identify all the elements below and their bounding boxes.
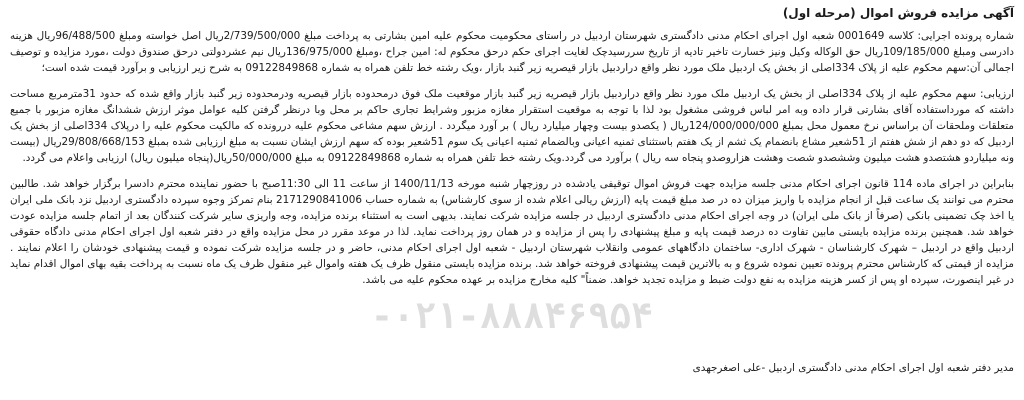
valuation-paragraph: ارزیابی: سهم محکوم علیه از پلاک 334اصلی از بخش یک اردبیل ملک مورد نظر واقع دراردبیل بازار قیصریه زیر گنبد بازار موقعیت ملک فوق درمحدوده بازار قیصریه ودرمحدوده زیر گنبد بازار واقع شده که حدود 31مترمربع مساحت داشته که مورداستفاده آقای بشارتی قرار داده وبه امر لباس فروشی مشغول بود لذا با توجه به موقعیت استقرار مغازه مزبور وشرایط تجاری حاکم بر محل وبا درنظر گرفتن کلیه عوامل موثر ارزش ششدانگ مغازه مزبور با جمیع متعلقات وملحقات آن براساس نرخ معمول محل بمبلغ 124/000/000/000ریال ( یکصدو بیست وچهار میلیارد ریال ) بر آورد میگردد . ارزش سهم مشاعی محکوم علیه دررونده که مالکیت محکوم علیه را درپلاک 334اصلی از بخش یک اردبیل که دو دهم از شش هفتم از 51شعیر مشاع بانضمام یک ثشم از یک هفتم باستثنای ثمنیه اعیانی وبالضمام ثمنیه اعیانی یک سوم 51شعیر بوده که سهم ارزش ایشان نسبت به مبلغ ارزیابی شده بمبلغ 29/808/668/153ریال (بیست ونه میلیاردو هشتصدو هشت میلیون وششصدو شصت وهشت هزاروصدو پنجاه سه ریال ) برآورد می گردد.ویک رشته خط تلفن همراه به شماره 09122849868 به مبلغ 50/000/000ریال(پنجاه میلیون ریال) ارزیابی واعلام می گردد. xyxy=(10,88,1014,164)
case-paragraph: شماره پرونده اجرایی: کلاسه 0001649 شعبه اول اجرای احکام مدنی دادگستری شهرستان اردبیل در راستای محکومیت محکوم علیه امین بشارتی به پرداخت مبلغ 2/739/500/000ریال اصل خواسته ومبلغ 96/488/500ریال هزینه دادرسی ومبلغ 109/185/000ریال حق الوکاله وکیل ونیز خسارت تاخیر تادیه از تاریخ سررسیدچک لغایت اجرای حکم درحق محکوم له: امین جراح ،ومبلغ 136/975/000ریال نیم عشردولتی درحق صندوق دولت ،مورد مزایده و توصیف اجمالی آن:سهم محکوم علیه از پلاک 334اصلی از بخش یک اردبیل ملک مورد نظر واقع دراردبیل بازار قیصریه زیر گنبد بازار ،ویک رشته خط تلفن همراه به شماره 09122849868 به شرح زیر ارزیابی و برآورد قیمت شده است؛ xyxy=(10,30,1014,74)
phone-watermark: -۰۲۱-۸۸۸۴۶۹۵۴ xyxy=(371,296,653,337)
auction-terms-paragraph: بنابراین در اجرای ماده 114 قانون اجرای احکام مدنی جلسه مزایده جهت فروش اموال توقیفی یادشده در روزچهار شنبه مورخه 1400/11/13 از ساعت 11 الی 11:30صبح با حضور نماینده محترم دادسرا برگزار خواهد شد. طالبین محترم می توانند یک ساعت قبل از انجام مزایده با واریز میزان ده در صد مبلغ قیمت پایه (ارزش ریالی اعلام شده از سوی کارشناس) به شماره حساب 2171290841006 بنام تمرکز وجوه سپرده دادگستری اردبیل نزد بانک ملی ایران یا اخذ چک تضمینی بانکی (صرفاً از بانک ملی ایران) در وجه اجرای احکام مدنی دادگستری اردبیل در جلسه مزایده شرکت نمایند. بدیهی است به استثناء برنده مزایده، وجه واریزی سایر شرکت کنندگان بعد از اتمام جلسه مزایده عودت خواهد شد. همچنین برنده مزایده بایستی مابین تفاوت ده درصد قیمت پایه و مبلغ پیشنهادی را پس از مزایده و در همان روز پرداخت نماید. لذا در موعد مقرر در محل مزایده واقع در دفتر شعبه اول اجرای احکام مدنی دادگاه حقوقی اردبیل واقع در اردبیل – شهرک کارشناسان - شهرک اداری- ساختمان دادگاههای عمومی وانقلاب شهرستان اردبیل - شعبه اول اجرای احکام مدنی، حاضر و در جلسه مزایده شرکت نموده و قیمت پیشنهادی خودشان را اعلام نمایند . مزایده از قیمتی که کارشناس محترم پرونده تعیین نموده شروع و به بالاترین قیمت پیشنهادی فروخته خواهد شد. برنده مزایده بایستی منقول ظرف یک هفته واموال غیر منقول ظرف یک ماه نسبت به پرداخت بقیه بهای اموال اقدام نماید در غیر اینصورت، سپرده او پس از کسر هزینه مزایده به نفع دولت ضبط و مزایده تجدید خواهد. ضمناً" کلیه مخارج مزایده بر عهده محکوم علیه می باشد. xyxy=(10,178,1014,286)
office-manager-signature: مدیر دفتر شعبه اول اجرای احکام مدنی دادگستری اردبیل -علی اصغرجهدی xyxy=(692,362,1014,374)
notice-title: آگهی مزایده فروش اموال (مرحله اول) xyxy=(782,6,1014,20)
